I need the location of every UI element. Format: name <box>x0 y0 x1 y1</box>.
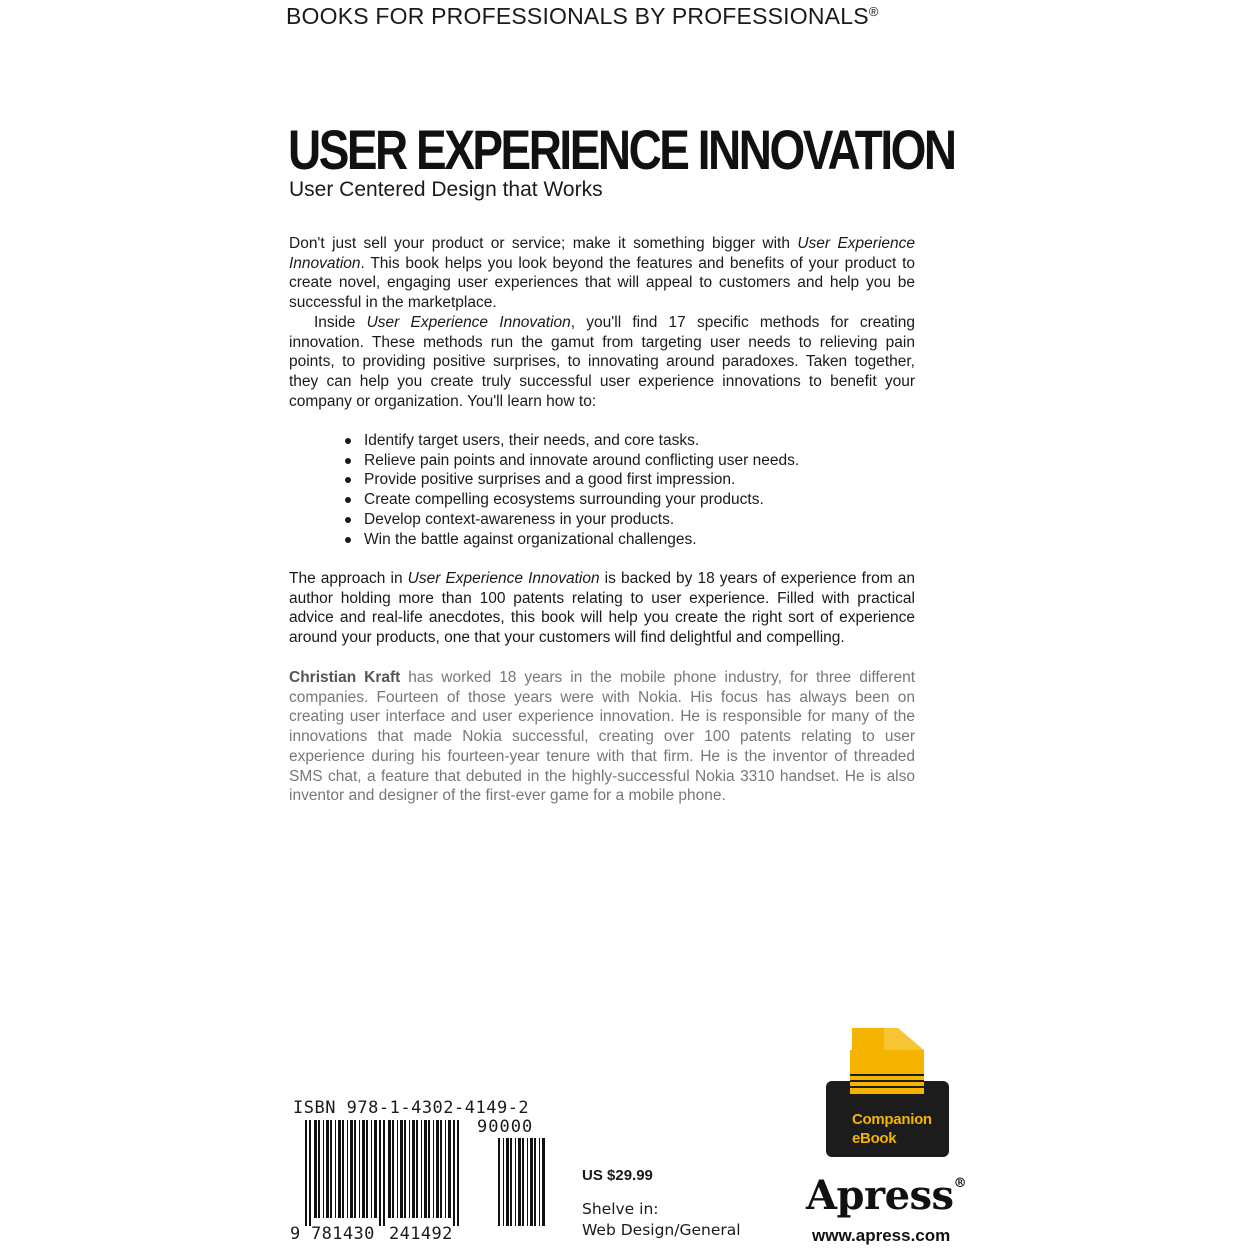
shelve-category: Web Design/General <box>582 1221 741 1239</box>
intro-p1-text-b: . This book helps you look beyond the features and benefits of your product to create novel, engaging user experiences that will appeal to customers and help you be successful in the marketplace. <box>289 254 915 312</box>
shelve-label: Shelve in: <box>582 1200 659 1218</box>
list-item: Create compelling ecosystems surrounding your products. <box>341 490 799 510</box>
list-item: Win the battle against organizational challenges. <box>341 530 799 550</box>
approach-text-b: is backed by 18 years of experience from an author holding more than 100 patents relating to user experience. Filled with practical advice and real-life anecdotes, this book will help you create the right sort of experience around your products, one that your customers will find delightful and compelling. <box>289 570 915 647</box>
list-item: Provide positive surprises and a good first impression. <box>341 470 799 490</box>
ebook-label-line1: Companion <box>852 1111 932 1128</box>
approach-book-name: User Experience Innovation <box>407 570 600 587</box>
intro-p2-text-b: , you'll find 17 specific methods for creating innovation. These methods run the gamut from targeting user needs to relieving pain points, to providing positive surprises, to innovating around paradoxes. Taken together, they can help you create truly successful user experience innovations to benefit your company or organization. You'll learn how to: <box>289 313 915 410</box>
price-addon-code: 90000 <box>477 1117 534 1137</box>
author-bio-text: has worked 18 years in the mobile phone industry, for three different companies. Fourteen of those years were with Nokia. His focus has always been on creating user interface and user experience innovation. He is responsible for many of the innovations that made Nokia successful, creating over 100 patents relating to user experience during his fourteen-year tenure with that firm. He is the inventor of threaded SMS chat, a feature that debuted in the highly-successful Nokia 3310 handset. He is also inventor and designer of the first-ever game for a mobile phone. <box>289 669 915 805</box>
barcode-digit-first: 9 <box>290 1224 301 1244</box>
ebook-label-line2: eBook <box>852 1130 897 1147</box>
series-text: BOOKS FOR PROFESSIONALS BY PROFESSIONALS <box>286 3 869 29</box>
isbn-label: ISBN 978-1-4302-4149-2 <box>293 1098 530 1118</box>
publisher-logo <box>806 1172 966 1219</box>
list-item: Relieve pain points and innovate around conflicting user needs. <box>341 451 799 471</box>
price: US $29.99 <box>582 1167 653 1184</box>
publisher-name: Apress <box>806 1172 954 1219</box>
barcode-digits-right: 241492 <box>389 1224 453 1244</box>
list-item: Identify target users, their needs, and core tasks. <box>341 431 799 451</box>
book-title: USER EXPERIENCE INNOVATION <box>288 118 955 181</box>
folder-icon <box>840 1026 940 1106</box>
publisher-registered-mark: ® <box>953 1176 967 1191</box>
intro-p2-book-name: User Experience Innovation <box>366 313 571 331</box>
book-subtitle: User Centered Design that Works <box>289 178 603 201</box>
author-name: Christian Kraft <box>289 669 401 686</box>
intro-p1-text-a: Don't just sell your product or service; make it something bigger with <box>289 235 798 252</box>
approach-text-a: The approach in <box>289 570 408 587</box>
list-item: Develop context-awareness in your products. <box>341 510 799 530</box>
intro-p2-text-a: Inside <box>314 313 367 331</box>
registered-mark: ® <box>868 4 879 19</box>
barcode-digits-left: 781430 <box>311 1224 375 1244</box>
intro-p1-book-name: User Experience Innovation <box>289 235 915 272</box>
publisher-url: www.apress.com <box>812 1226 951 1245</box>
